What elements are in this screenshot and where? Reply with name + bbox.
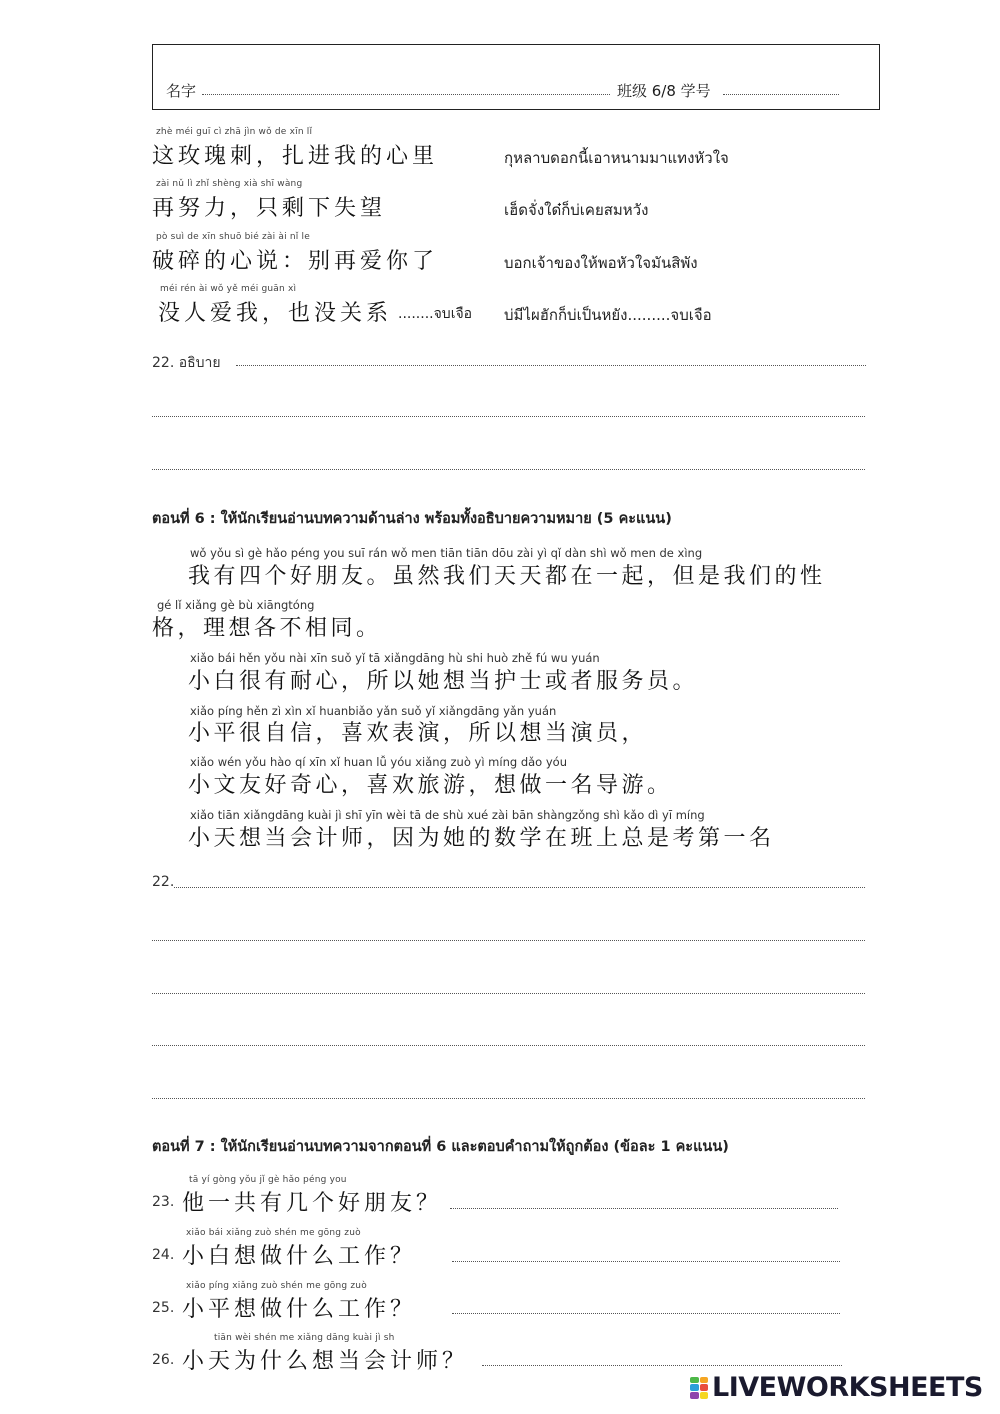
- q24-question: 小白想做什么工作？: [182, 1244, 417, 1269]
- s6-hanzi-2: 格，理想各不相同。: [152, 616, 382, 641]
- header-box: [152, 44, 880, 110]
- poem-pinyin-2: zài nǔ lì zhǐ shèng xià shī wàng: [156, 179, 303, 189]
- q24-answer-field[interactable]: [452, 1261, 840, 1262]
- q22-answer-line-2[interactable]: [152, 416, 865, 417]
- poem-thai-2: เฮ็ดจั่งใด๋ก็บ่เคยสมหวัง: [504, 201, 649, 219]
- q22b-answer-line-1[interactable]: [174, 887, 865, 888]
- poem-hanzi-4: 没人爱我，也没关系: [158, 301, 393, 326]
- liveworksheets-brand: LIVEWORKSHEETS: [712, 1372, 983, 1403]
- q22-answer-line-3[interactable]: [152, 469, 865, 470]
- q23-question: 他一共有几个好朋友？: [182, 1191, 443, 1216]
- q23-number: 23.: [152, 1194, 175, 1210]
- s6-hanzi-6: 小天想当会计师，因为她的数学在班上总是考第一名: [188, 826, 775, 851]
- poem-hanzi-2: 再努力，只剩下失望: [152, 196, 387, 221]
- q26-pinyin: tiān wèi shén me xiǎng dāng kuài jì sh: [214, 1333, 395, 1343]
- section7-title: ตอนที่ 7 : ให้นักเรียนอ่านบทความจากตอนที่ 6 และตอบคำถามให้ถูกต้อง (ข้อละ 1 คะแนน): [152, 1139, 729, 1155]
- s6-pinyin-6: xiǎo tiān xiǎngdāng kuài jì shī yīn wèi tā de shù xué zài bān shàngzǒng shì kǎo dì yī míng: [190, 808, 705, 822]
- s6-hanzi-1: 我有四个好朋友。虽然我们天天都在一起，但是我们的性: [188, 564, 826, 589]
- poem-hanzi-4-suffix: ........จบเจือ: [398, 306, 473, 322]
- s6-pinyin-5: xiǎo wén yǒu hào qí xīn xǐ huan lǚ yóu xiǎng zuò yì míng dǎo yóu: [190, 755, 567, 769]
- s6-pinyin-4: xiǎo píng hěn zì xìn xǐ huanbiǎo yǎn suǒ yǐ xiǎngdāng yǎn yuán: [190, 704, 557, 718]
- poem-hanzi-3: 破碎的心说：别再爱你了: [152, 249, 439, 274]
- s6-hanzi-3: 小白很有耐心，所以她想当护士或者服务员。: [188, 669, 699, 694]
- poem-pinyin-3: pò suì de xīn shuō bié zài ài nǐ le: [156, 232, 310, 242]
- poem-hanzi-1: 这玫瑰刺，扎进我的心里: [152, 144, 439, 169]
- student-number-field[interactable]: [723, 94, 839, 95]
- name-field[interactable]: [202, 94, 610, 95]
- q22-answer-line-1[interactable]: [236, 365, 866, 366]
- q23-pinyin: tā yí gòng yǒu jǐ gè hǎo péng you: [189, 1175, 347, 1185]
- s6-hanzi-5: 小文友好奇心，喜欢旅游，想做一名导游。: [188, 773, 673, 798]
- q26-question: 小天为什么想当会计师？: [182, 1349, 469, 1374]
- poem-thai-1: กุหลาบดอกนี้เอาหนามมาแทงหัวใจ: [504, 149, 729, 167]
- q26-number: 26.: [152, 1352, 175, 1368]
- q25-question: 小平想做什么工作？: [182, 1297, 417, 1322]
- section6-title: ตอนที่ 6 : ให้นักเรียนอ่านบทความด้านล่าง พร้อมทั้งอธิบายความหมาย (5 คะแนน): [152, 511, 672, 527]
- q25-answer-field[interactable]: [452, 1313, 840, 1314]
- q23-answer-field[interactable]: [450, 1208, 838, 1209]
- q22-explain-label: 22. อธิบาย: [152, 355, 221, 371]
- s6-pinyin-1: wǒ yǒu sì gè hǎo péng you suī rán wǒ men tiān tiān dōu zài yì qǐ dàn shì wǒ men de xìng: [190, 546, 703, 560]
- q26-answer-field[interactable]: [482, 1365, 842, 1366]
- q25-number: 25.: [152, 1300, 175, 1316]
- poem-pinyin-1: zhè méi guī cì zhā jìn wǒ de xīn lǐ: [156, 127, 313, 137]
- q24-number: 24.: [152, 1247, 175, 1263]
- liveworksheets-logo-icon: [690, 1377, 708, 1399]
- s6-pinyin-3: xiǎo bái hěn yǒu nài xīn suǒ yǐ tā xiǎngdāng hù shi huò zhě fú wu yuán: [190, 651, 600, 665]
- q22b-answer-line-5[interactable]: [152, 1098, 865, 1099]
- q22b-answer-line-3[interactable]: [152, 993, 865, 994]
- s6-hanzi-4: 小平很自信，喜欢表演，所以想当演员，: [188, 721, 648, 746]
- q25-pinyin: xiǎo píng xiǎng zuò shén me gōng zuò: [186, 1281, 367, 1291]
- q22b-answer-line-4[interactable]: [152, 1045, 865, 1046]
- q24-pinyin: xiǎo bái xiǎng zuò shén me gōng zuò: [186, 1228, 361, 1238]
- poem-thai-3: บอกเจ้าของให้พอหัวใจมันสิพัง: [504, 254, 698, 272]
- liveworksheets-logo[interactable]: [690, 1372, 983, 1403]
- name-label: 名字: [166, 82, 197, 100]
- poem-pinyin-4: méi rén ài wǒ yě méi guān xì: [160, 284, 297, 294]
- class-label: 班级 6/8 学号: [617, 82, 711, 100]
- q22b-label: 22.: [152, 874, 175, 890]
- poem-thai-4: บ่มีไผฮักก็บ่เป็นหยัง.........จบเจือ: [504, 306, 712, 324]
- q22b-answer-line-2[interactable]: [152, 940, 865, 941]
- s6-pinyin-2: gé lǐ xiǎng gè bù xiāngtóng: [157, 598, 315, 612]
